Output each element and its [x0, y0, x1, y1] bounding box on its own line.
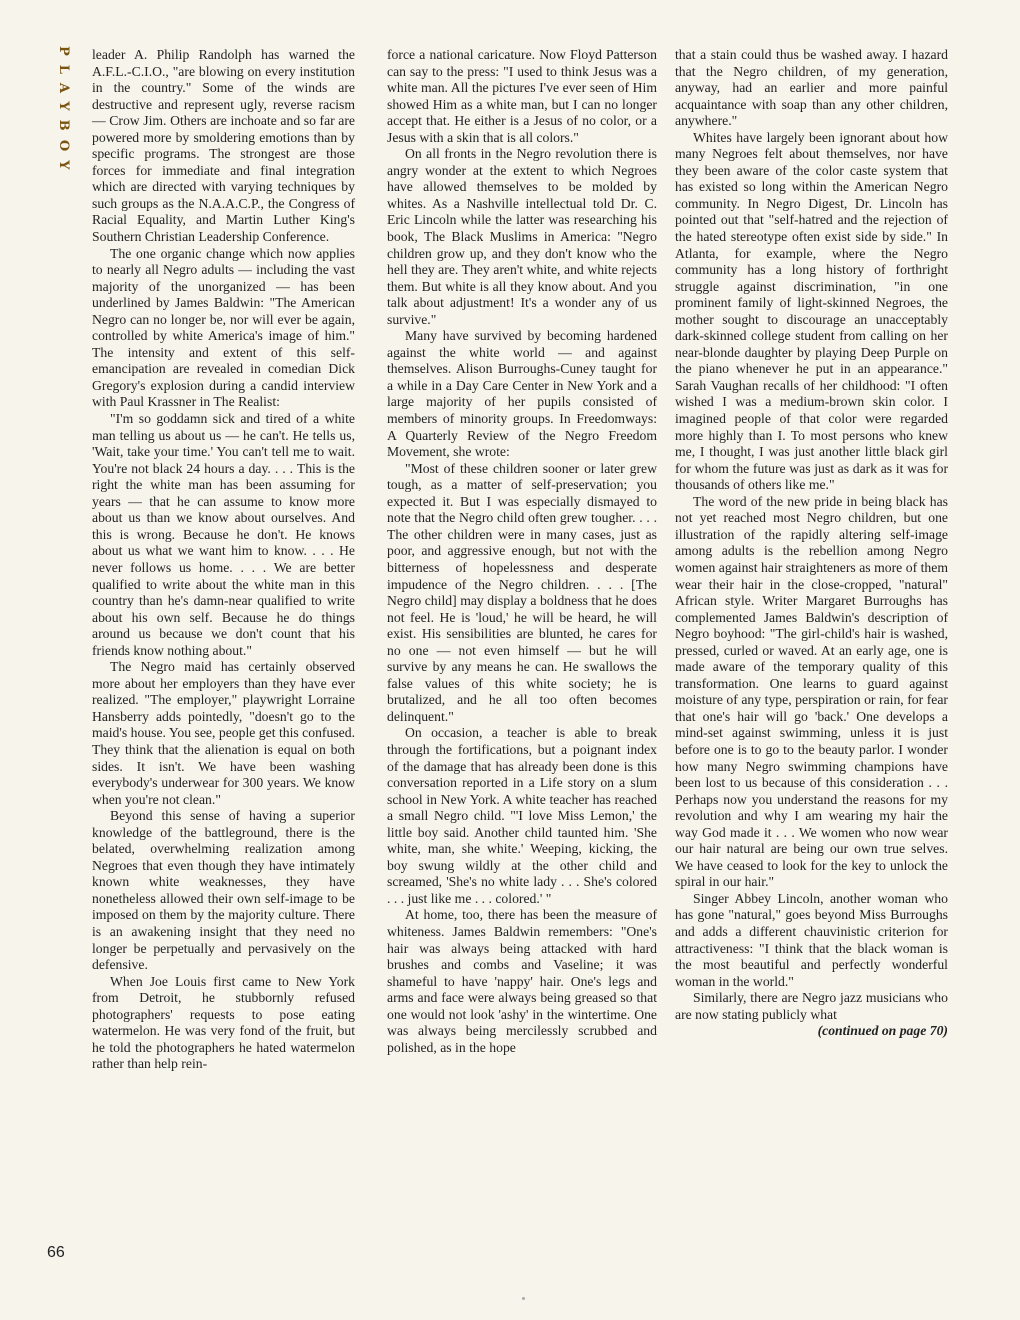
paragraph: The one organic change which now applies to nearly all Negro adults — including the vast majority of the unorganized — has been underlined by James Baldwin: "The American Negro can no longer be, nor will ever be again, controlled by white America's image of him." The intensity and extent of this self-emancipation are revealed in comedian Dick Gregory's explosion during a candid interview with Paul Krassner in The Realist: — [92, 245, 355, 410]
paragraph: The Negro maid has certainly observed more about her employers than they have ever realized. "The employer," playwright Lorraine Hansberry adds pointedly, "doesn't go to the maid's house. You see, people get this confused. They think that the alienation is equal on both sides. It isn't. We have been washing everybody's underwear for 300 years. We know when you're not clean." — [92, 659, 355, 807]
paragraph: Similarly, there are Negro jazz musicians who are now stating publicly what — [675, 990, 948, 1022]
paragraph: "Most of these children sooner or later grew tough, as a matter of self-preservation; you expected it. But I was especially dismayed to note that the Negro child often grew tougher. . . . The other children were in many cases, just as poor, and aggressive enough, but not with the bitterness of hopelessness and desperate impudence of the Negro children. . . . [The Negro child] may display a boldness that he does not feel. He is 'loud,' he will be heard, he will exist. His sensibilities are blunted, he cares for no one — not even himself — but he will survive by any means he can. He swallows the false values of this white society; he is brutalized, and he all too often becomes delinquent." — [387, 460, 657, 724]
page-number: 66 — [47, 1244, 65, 1261]
paragraph: Beyond this sense of having a superior knowledge of the battleground, there is the belated, overwhelming realization among Negroes that even though they have intimately known white weaknesses, they have nonetheless allowed their own self-image to be imposed on them by the majority culture. There is an awakening insight that they need no longer be perpetually and pervasively on the defensive. — [92, 808, 355, 973]
paragraph: The word of the new pride in being black has not yet reached most Negro children, but one illustration of the rapidly altering self-image among adults is the rebellion among Negro women against hair straighteners as more of them wear their hair in the close-cropped, "natural" African style. Writer Margaret Burroughs has complemented James Baldwin's description of Negro boyhood: "The girl-child's hair is washed, pressed, curled or waved. At an early age, one is made aware of the temporary quality of this transformation. One learns to guard against moisture of any type, perspiration or rain, for fear that one's hair will go 'back.' One develops a mind-set against swimming, unless it is just before one is to go to the beauty parlor. I wonder how many Negro swimming champions have been lost to us because of this consideration . . . Perhaps now you understand the reasons for my revolution and why I am wearing my hair the way God made it . . . We women who now wear our hair natural are being our own true selves. We have ceased to look for the key to unlock the spiral in our hair." — [675, 493, 948, 890]
paragraph: "I'm so goddamn sick and tired of a white man telling us about us — he can't. He tells us, 'Wait, take your time.' You can't tell me to wait. You're not black 24 hours a day. . . . This is the right the white man has been assuming for years — that he can assume to know more about us than we know about ourselves. And this is wrong. Because he don't. He knows about us what we want him to know. . . . He never follows us home. . . . We are better qualified to write about the white man in this country than he's damn-near qualified to write about his own self. Because he do things around us because we don't count that his friends know nothing about." — [92, 411, 355, 658]
paragraph: On occasion, a teacher is able to break through the fortifications, but a poignant index of the damage that has already been done is this conversation reported in a Life story on a slum school in New York. A white teacher has reached a small Negro child. "'I love Miss Lemon,' the little boy said. Another child taunted him. 'She white, man, she white.' Weeping, kicking, the boy swung wildly at the other child and screamed, 'She's no white lady . . . She's colored . . . just like me . . . colored.' " — [387, 725, 657, 906]
print-speck — [522, 1297, 525, 1300]
paragraph: Many have survived by becoming hardened against the white world — and against themselves. Alison Burroughs-Cuney taught for a while in a Day Care Center in New York and a large majority of her pupils consisted of members of minority groups. In Freedomways: A Quarterly Review of the Negro Freedom Movement, she wrote: — [387, 328, 657, 460]
paragraph: At home, too, there has been the measure of whiteness. James Baldwin remembers: "One's hair was always being attacked with hard brushes and combs and Vaseline; it was shameful to have 'nappy' hair. One's legs and arms and face were always being greased so that one would not look 'ashy' in the wintertime. One was always being mercilessly scrubbed and polished, as in the hope — [387, 907, 657, 1055]
paragraph: When Joe Louis first came to New York from Detroit, he stubbornly refused photographers' requests to pose eating watermelon. He was very fond of the fruit, but he told the photographers he hated watermelon rather than help rein- — [92, 973, 355, 1072]
text-column-1 — [92, 47, 355, 1073]
paragraph: On all fronts in the Negro revolution there is angry wonder at the extent to which Negroes have allowed themselves to be molded by whites. As a Nashville intellectual told Dr. C. Eric Lincoln while the latter was researching his book, The Black Muslims in America: "Negro children grow up, and they don't know who the hell they are. They aren't white, and white rejects them. But white is all they know about. And you talk about adjustment! It's a wonder any of us survive." — [387, 146, 657, 327]
text-column-3 — [675, 47, 948, 1040]
paragraph: Singer Abbey Lincoln, another woman who has gone "natural," goes beyond Miss Burroughs and adds a different chauvinistic criterion for attractiveness: "I think that the black woman is the most beautiful and perfectly wonderful woman in the world." — [675, 890, 948, 989]
continued-note: (continued on page 70) — [817, 1023, 948, 1039]
paragraph: Whites have largely been ignorant about how many Negroes felt about themselves, nor have they been aware of the color caste system that has existed so long within the American Negro community. In Negro Digest, Dr. Lincoln has pointed out that "self-hatred and the rejection of the hated stereotype often exist side by side." In Atlanta, for example, where the Negro community has a long history of forthright struggle against discrimination, "in one prominent family of light-skinned Negroes, the mother sought to discourage an unacceptably dark-skinned college student from calling on her near-blonde daughter by playing Deep Purple on the piano whenever he put in an appearance." Sarah Vaughan recalls of her childhood: "I often wished I was a medium-brown skin color. I imagined people of that color were regarded more highly than I. To most persons who knew me, I thought, I was just another little black girl for whom the future was just as dark as it was for thousands of others like me." — [675, 129, 948, 493]
paragraph: leader A. Philip Randolph has warned the A.F.L.-C.I.O., "are blowing on every institution in the country." Some of the winds are destructive and represent ugly, reverse racism — Crow Jim. Others are inchoate and so far are powered more by smoldering emotions than by specific programs. The strongest are those forces for immediate and final integration which are directed with varying techniques by such groups as the N.A.A.C.P., the Congress of Racial Equality, and Martin Luther King's Southern Christian Leadership Conference. — [92, 47, 355, 245]
paragraph: force a national caricature. Now Floyd Patterson can say to the press: "I used to think Jesus was a white man. All the pictures I've ever seen of Him showed Him as a white man, but I can no longer accept that. He either is a Jesus of no color, or a Jesus with a skin that is all colors." — [387, 47, 657, 145]
paragraph: that a stain could thus be washed away. I hazard that the Negro children, of my generation, anyway, had an earlier and more painful acquaintance with soap than any other children, anywhere." — [675, 47, 948, 129]
text-column-2 — [387, 47, 657, 1056]
running-head: PLAYBOY — [56, 46, 71, 179]
